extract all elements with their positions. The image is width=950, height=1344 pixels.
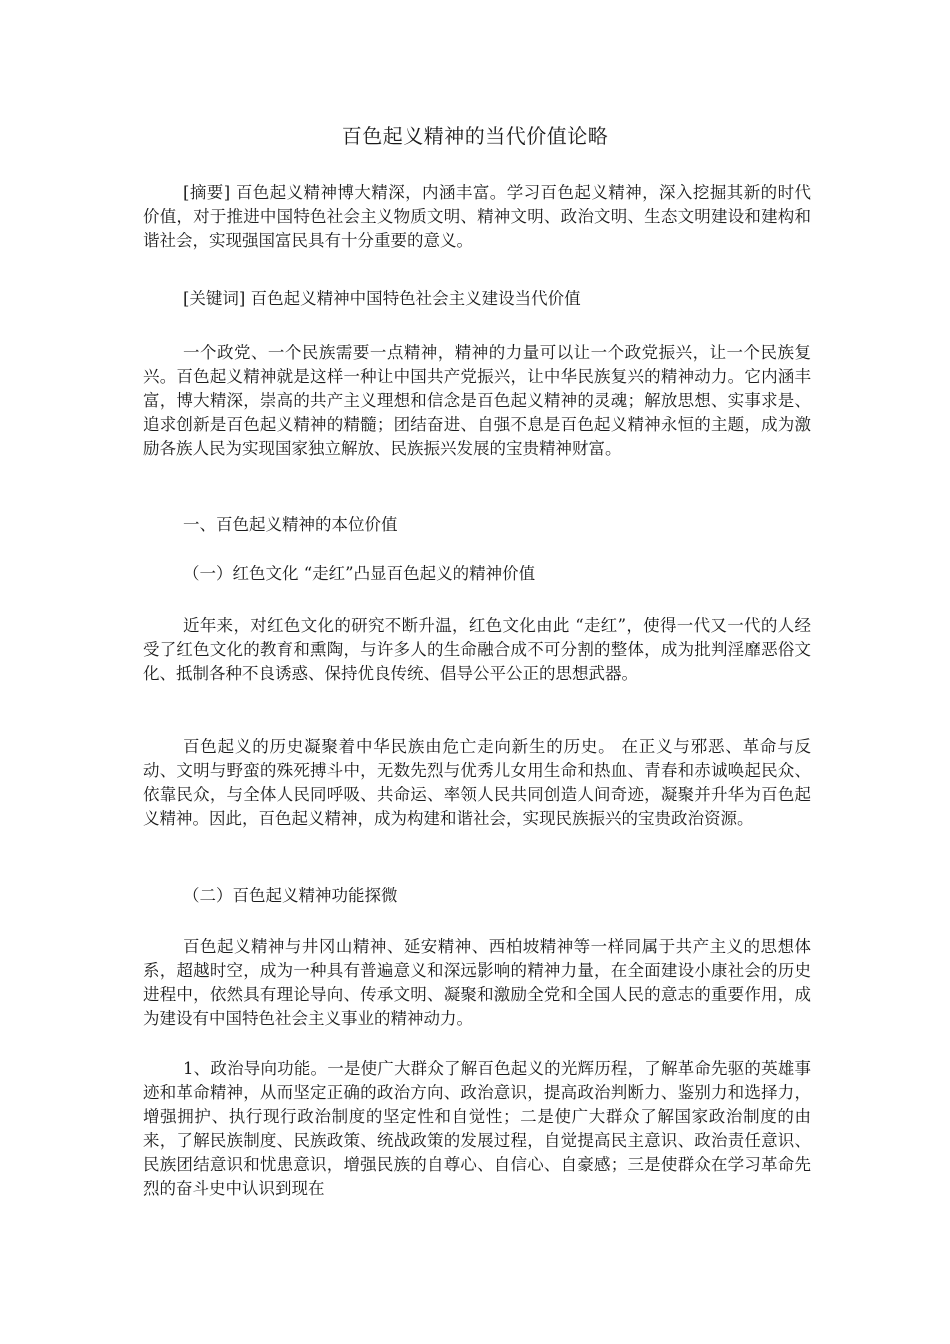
body-paragraph-history: 百色起义的历史凝聚着中华民族由危亡走向新生的历史。 在正义与邪恶、革命与反动、文明与野蛮的殊死搏斗中，无数先烈与优秀儿女用生命和热血、青春和赤诚唤起民众、依靠民众，与全体人民同呼吸、共命运、率领人民共同创造人间奇迹，凝聚并升华为百色起义精神。因此，百色起义精神，成为构建和谐社会，实现民族振兴的宝贵政治资源。 xyxy=(143,737,811,828)
body-paragraph-function: 百色起义精神与井冈山精神、延安精神、西柏坡精神等一样同属于共产主义的思想体系，超越时空，成为一种具有普遍意义和深远影响的精神力量，在全面建设小康社会的历史进程中，依然具有理论导向、传承文明、凝聚和激励全党和全国人民的意志的重要作用，成为建设有中国特色社会主义事业的精神动力。 xyxy=(143,937,811,1028)
document-title: 百色起义精神的当代价值论略 xyxy=(341,124,609,148)
body-paragraph-political: 1、政治导向功能。一是使广大群众了解百色起义的光辉历程，了解革命先驱的英雄事迹和革命精神，从而坚定正确的政治方向、政治意识，提高政治判断力、鉴别力和选择力，增强拥护、执行现行政治制度的坚定性和自觉性；二是使广大群众了解国家政治制度的由来，了解民族制度、民族政策、统战政策的发展过程，自觉提高民主意识、政治责任意识、民族团结意识和忧患意识，增强民族的自尊心、自信心、自豪感；三是使群众在学习革命先烈的奋斗史中认识到现在 xyxy=(143,1059,811,1198)
intro-paragraph: 一个政党、一个民族需要一点精神，精神的力量可以让一个政党振兴，让一个民族复兴。百色起义精神就是这样一种让中国共产党振兴，让中华民族复兴的精神动力。它内涵丰富，博大精深，崇高的共产主义理想和信念是百色起义精神的灵魂；解放思想、实事求是、追求创新是百色起义精神的精髓；团结奋进、自强不息是百色起义精神永恒的主题，成为激励各族人民为实现国家独立解放、民族振兴发展的宝贵精神财富。 xyxy=(143,343,811,458)
keywords-paragraph: [关键词] 百色起义精神中国特色社会主义建设当代价值 xyxy=(183,289,581,308)
abstract-paragraph: [摘要] 百色起义精神博大精深，内涵丰富。学习百色起义精神，深入挖掘其新的时代价值，对于推进中国特色社会主义物质文明、精神文明、政治文明、生态文明建设和建构和谐社会，实现强国富民具有十分重要的意义。 xyxy=(143,183,811,250)
subsection-heading-2: （二）百色起义精神功能探微 xyxy=(183,886,398,905)
body-paragraph-red-culture: 近年来，对红色文化的研究不断升温，红色文化由此 “走红”，使得一代又一代的人经受了红色文化的教育和熏陶，与许多人的生命融合成不可分割的整体，成为批判淫靡恶俗文化、抵制各种不良诱惑、保持优良传统、倡导公平公正的思想武器。 xyxy=(143,616,811,683)
subsection-heading-1: （一）红色文化 “走红”凸显百色起义的精神价值 xyxy=(183,564,536,583)
section-heading-1: 一、百色起义精神的本位价值 xyxy=(183,515,398,534)
